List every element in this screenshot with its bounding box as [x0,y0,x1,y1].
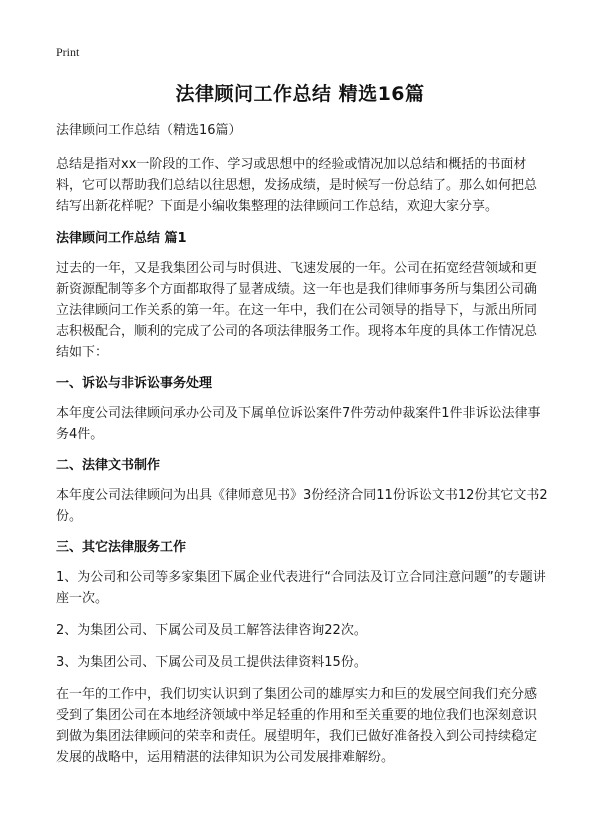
intro-paragraph: 总结是指对xx一阶段的工作、学习或思想中的经验或情况加以总结和概括的书面材料，它可以帮助我们总结以往思想，发扬成绩，是时候写一份总结了。那么如何把总结写出新花样呢？下面是小编收集整理的法律顾问工作总结，欢迎大家分享。 [56,157,538,214]
document-body [56,120,548,779]
page-title: 法律顾问工作总结 精选16篇 [175,83,425,105]
document-subtitle: 法律顾问工作总结（精选16篇） [56,123,242,138]
article-intro-paragraph: 过去的一年，又是我集团公司与时俱进、飞速发展的一年。公司在拓宽经营领域和更新资源配制等多个方面都取得了显著成绩。这一年也是我们律师事务所与集团公司确立法律顾问工作关系的第一年。在这一年中，我们在公司领导的指导下，与派出所同志积极配合，顺利的完成了公司的各项法律服务工作。现将本年度的具体工作情况总结如下： [56,261,538,360]
section-paragraph: 2、为集团公司、下属公司及员工解答法律咨询22次。 [56,623,367,638]
closing-paragraph: 在一年的工作中，我们切实认识到了集团公司的雄厚实力和巨的发展空间我们充分感受到了集团公司在本地经济领域中举足轻重的作用和至关重要的地位我们也深刻意识到做为集团法律顾问的荣幸和责任。展望明年，我们已做好准备投入到公司持续稳定发展的战略中，运用精湛的法律知识为公司发展排难解纷。 [56,687,538,765]
section-heading-litigation: 一、诉讼与非诉讼事务处理 [56,376,213,391]
section-paragraph: 本年度公司法律顾问为出具《律师意见书》3份经济合同11份诉讼文书12份其它文书2份。 [56,488,548,524]
print-label[interactable]: Print [56,45,80,59]
section-paragraph: 3、为集团公司、下属公司及员工提供法律资料15份。 [56,655,367,670]
article-heading: 法律顾问工作总结 篇1 [56,231,187,246]
section-paragraph: 本年度公司法律顾问承办公司及下属单位诉讼案件7件劳动仲裁案件1件非诉讼法律事务4件。 [56,406,541,442]
section-heading-other-services: 三、其它法律服务工作 [56,540,187,555]
section-heading-documents: 二、法律文书制作 [56,458,161,473]
section-paragraph: 1、为公司和公司等多家集团下属企业代表进行“合同法及订立合同注意问题”的专题讲座一次。 [56,570,546,606]
